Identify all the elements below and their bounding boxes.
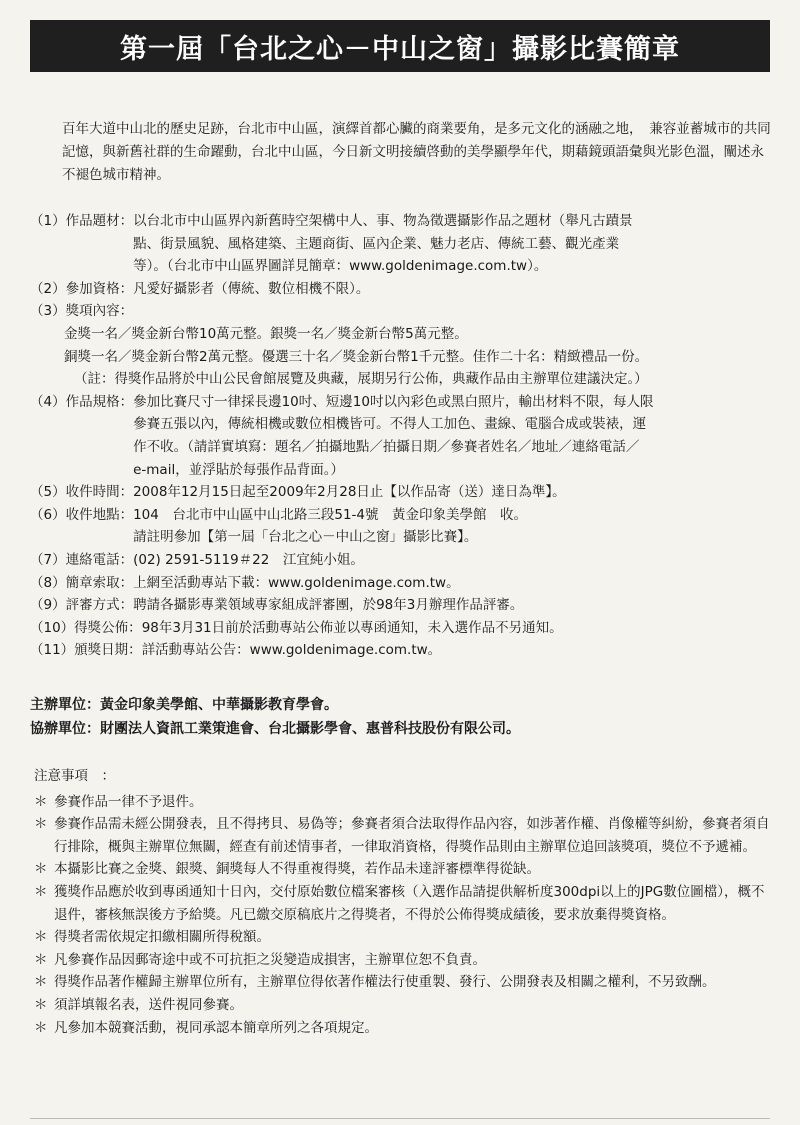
item-phone (30, 549, 775, 572)
item-download (30, 572, 775, 595)
bullet-icon: ＊ (34, 974, 48, 991)
note-item: ＊ 參賽作品需未經公開發表，且不得拷貝、易偽等；參賽者須合法取得作品內容，如涉著作權、肖像權等糾紛，參賽者須自行排除，概與主辦單位無關，經查有前述情事者，一律取消資格，得獎作品則由主辦單位追回該獎項，獎位不予遞補。 (34, 813, 774, 858)
item-label: （2）參加資格： (30, 280, 134, 297)
item-line: 請註明參加【第一屆「台北之心－中山之窗」攝影比賽】。 (133, 529, 478, 546)
award-note: （註：得獎作品將於中山公民會館展覽及典藏，展期另行公佈，典藏作品由主辦單位建議決定。） (74, 371, 648, 388)
item-label: （5）收件時間： (30, 484, 134, 501)
item-line: 凡愛好攝影者（傳統、數位相機不限）。 (133, 280, 370, 297)
item-line: 以台北市中山區界內新舊時空架構中人、事、物為徵選攝影作品之題材（舉凡古蹟景 (133, 213, 633, 229)
note-item: ＊ 獲獎作品應於收到專函通知十日內，交付原始數位檔案審核（入選作品請提供解析度300dpi以上的JPG數位圖檔），概不退件，審核無誤後方予給獎。凡已繳交原稿底片之得獎者，不得於公佈得獎成績後，要求放棄得獎資格。 (34, 881, 774, 926)
item-deadline (30, 481, 775, 504)
item-line: 等）。（台北市中山區界圖詳見簡章：www.goldenimage.com.tw）。 (133, 258, 548, 275)
note-item: ＊ 參賽作品一律不予退件。 (34, 791, 774, 814)
item-announcement (30, 617, 775, 640)
item-ceremony (30, 639, 775, 662)
item-label: （10）得獎公佈： (30, 619, 142, 636)
page-title: 第一屆「台北之心－中山之窗」攝影比賽簡章 (30, 20, 770, 72)
bullet-icon: ＊ (34, 1019, 48, 1036)
item-awards (30, 300, 775, 323)
note-item: ＊ 凡參賽作品因郵寄途中或不可抗拒之災變造成損害，主辦單位恕不負責。 (34, 949, 774, 972)
bottom-divider (30, 1118, 770, 1119)
item-spec (30, 391, 775, 481)
item-line: 104 台北市中山區中山北路三段51-4號 黃金印象美學館 收。 (133, 506, 527, 523)
item-subject (30, 210, 775, 278)
intro-text: 百年大道中山北的歷史足跡，台北市中山區，演繹首都心臟的商業要角，是多元文化的涵融之地， 兼容並蓄城市的共同記憶，與新舊社群的生命躍動，台北中山區，今日新文明接續啓動的美學顯學年代，期藉鏡頭語彙與光影色溫，闡述永不褪色城市精神。 (62, 121, 771, 183)
award-line: 銅獎一名／獎金新台幣2萬元整。優選三十名／獎金新台幣1千元整。佳作二十名：精緻禮品一份。 (64, 348, 649, 365)
co-organizer: 協辦單位：財團法人資訊工業策進會、台北攝影學會、惠普科技股份有限公司。 (30, 721, 520, 737)
item-label: （1）作品題材： (30, 213, 134, 229)
item-label: （7）連絡電話： (30, 551, 134, 568)
note-item: ＊ 得獎者需依規定扣繳相關所得稅額。 (34, 926, 774, 949)
rules-list (30, 210, 775, 662)
item-eligibility (30, 278, 775, 301)
notes-section (34, 765, 774, 1039)
item-line: 參賽五張以內，傳統相機或數位相機皆可。不得人工加色、畫線、電腦合成或裝裱，運 (133, 416, 647, 433)
item-line: 98年3月31日前於活動專站公佈並以專函通知，未入選作品不另通知。 (141, 619, 563, 636)
item-line: e-mail，並浮貼於每張作品背面。） (133, 461, 344, 478)
note-item: ＊ 須詳填報名表，送件視同參賽。 (34, 994, 774, 1017)
notes-title: 注意事項 ： (34, 768, 115, 784)
bullet-icon: ＊ (34, 929, 48, 946)
item-label: （9）評審方式： (30, 597, 134, 614)
host-organizer: 主辦單位：黃金印象美學館、中華攝影教育學會。 (30, 697, 338, 713)
item-label: （4）作品規格： (30, 393, 134, 410)
item-line: 參加比賽尺寸一律採長邊10吋、短邊10吋以內彩色或黑白照片，輸出材料不限，每人限 (133, 393, 654, 410)
intro-paragraph (62, 118, 772, 187)
organizers (30, 693, 775, 741)
note-item: ＊ 得獎作品著作權歸主辦單位所有，主辦單位得依著作權法行使重製、發行、公開發表及相關之權利，不另致酬。 (34, 971, 774, 994)
item-line: (02) 2591-5119＃22 江宜純小姐。 (133, 551, 364, 568)
item-line: 作不收。（請詳實填寫：題名／拍攝地點／拍攝日期／參賽者姓名／地址／連絡電話／ (133, 438, 640, 455)
item-judging (30, 594, 775, 617)
note-item: ＊ 凡參加本競賽活動，視同承認本簡章所列之各項規定。 (34, 1017, 774, 1040)
item-address (30, 504, 775, 549)
bullet-icon: ＊ (34, 816, 48, 833)
bullet-icon: ＊ (34, 996, 48, 1013)
item-line: 點、街景風貌、風格建築、主題商街、區內企業、魅力老店、傳統工藝、觀光產業 (133, 235, 620, 252)
note-item: ＊ 本攝影比賽之金獎、銀獎、銅獎每人不得重複得獎，若作品未達評審標準得從缺。 (34, 858, 774, 881)
bullet-icon: ＊ (34, 861, 48, 878)
item-line: 上網至活動專站下載：www.goldenimage.com.tw。 (133, 574, 460, 591)
item-label: （11）頒獎日期： (30, 642, 142, 659)
item-line: 2008年12月15日起至2009年2月28日止【以作品寄（送）達日為準】。 (133, 484, 566, 501)
item-line: 聘請各攝影專業領域專家組成評審團，於98年3月辦理作品評審。 (133, 597, 524, 614)
item-label: （3）獎項內容： (30, 303, 134, 320)
item-label: （8）簡章索取： (30, 574, 134, 591)
item-line: 詳活動專站公告：www.goldenimage.com.tw。 (141, 642, 442, 659)
item-label: （6）收件地點： (30, 506, 134, 523)
bullet-icon: ＊ (34, 793, 48, 810)
bullet-icon: ＊ (34, 883, 48, 900)
bullet-icon: ＊ (34, 951, 48, 968)
award-line: 金獎一名／獎金新台幣10萬元整。銀獎一名／獎金新台幣5萬元整。 (64, 325, 468, 342)
